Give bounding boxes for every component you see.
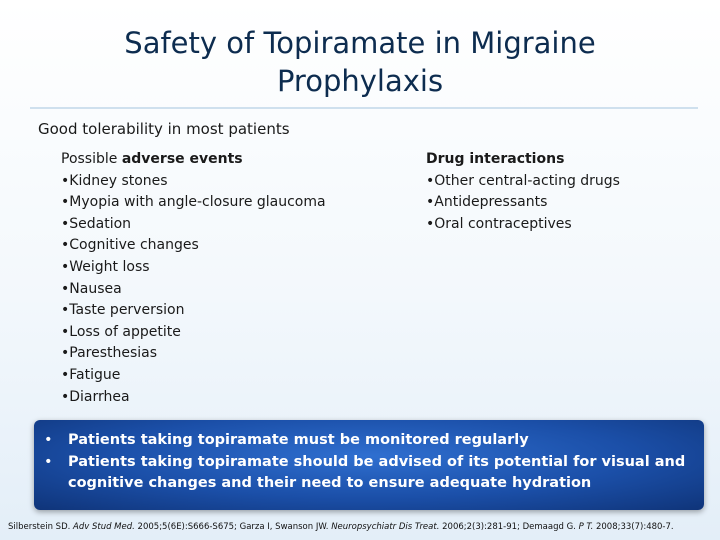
drug-interactions-list xyxy=(426,171,620,236)
adverse-event-item xyxy=(61,279,326,301)
ref-1-author: Silberstein SD. xyxy=(8,522,74,532)
adverse-event-item xyxy=(61,192,326,214)
ref-2-journal: Neuropsychiatr Dis Treat. xyxy=(331,522,440,532)
adverse-event-item-text: Nausea xyxy=(69,280,122,297)
drug-interaction-item-text: Oral contraceptives xyxy=(434,215,572,232)
key-point-item xyxy=(44,430,696,452)
bullet-glyph: • xyxy=(426,172,435,189)
adverse-events-heading-bold: adverse events xyxy=(121,151,243,167)
adverse-event-item xyxy=(61,365,326,387)
adverse-event-item xyxy=(61,387,326,409)
drug-interaction-item-text: Other central-acting drugs xyxy=(434,172,620,189)
bullet-glyph: • xyxy=(61,215,70,232)
subtitle: Good tolerability in most patients xyxy=(38,120,290,138)
bullet-glyph: • xyxy=(44,453,53,470)
ref-2-rest: 2006;2(3):281-91; Demaagd G. xyxy=(439,522,579,532)
key-point-text: Patients taking topiramate must be monitored regularly xyxy=(68,432,529,448)
adverse-event-item-text: Myopia with angle-closure glaucoma xyxy=(69,194,326,211)
adverse-event-item-text: Taste perversion xyxy=(69,302,185,319)
title-divider xyxy=(30,107,698,109)
adverse-event-item-text: Cognitive changes xyxy=(69,237,199,254)
adverse-event-item-text: Fatigue xyxy=(69,366,121,383)
slide-title-line-1: Safety of Topiramate in Migraine xyxy=(124,26,596,60)
drug-interaction-item xyxy=(426,171,620,193)
slide-title-line-2: Prophylaxis xyxy=(276,64,444,98)
bullet-glyph: • xyxy=(61,323,70,340)
adverse-events-column xyxy=(61,149,326,408)
adverse-event-item xyxy=(61,343,326,365)
bullet-glyph: • xyxy=(426,215,435,232)
drug-interaction-item xyxy=(426,192,620,214)
drug-interaction-item xyxy=(426,214,620,236)
adverse-event-item xyxy=(61,214,326,236)
bullet-glyph: • xyxy=(44,432,53,448)
adverse-event-item-text: Kidney stones xyxy=(69,172,168,189)
ref-3-journal: P T. xyxy=(578,522,594,532)
bullet-glyph: • xyxy=(61,237,70,254)
adverse-events-list xyxy=(61,171,326,409)
adverse-event-item xyxy=(61,322,326,344)
adverse-event-item xyxy=(61,257,326,279)
ref-3-rest: 2008;33(7):480-7. xyxy=(593,522,674,532)
bullet-glyph: • xyxy=(426,194,435,211)
adverse-event-item-text: Weight loss xyxy=(69,258,150,275)
bullet-glyph: • xyxy=(61,194,70,211)
adverse-events-heading-prefix: Possible xyxy=(61,151,122,167)
adverse-event-item-text: Loss of appetite xyxy=(69,323,181,340)
key-points-list xyxy=(34,420,704,495)
bullet-glyph: • xyxy=(61,258,70,275)
key-point-item xyxy=(44,452,696,495)
ref-1-rest: 2005;5(6E):S666-S675; Garza I, Swanson JW. xyxy=(134,522,332,532)
bullet-glyph: • xyxy=(61,302,70,319)
key-point-text: Patients taking topiramate should be advised of its potential for visual and cognitive changes and their need to ensure adequate hydration xyxy=(68,453,686,491)
adverse-event-item-text: Sedation xyxy=(69,215,132,232)
references xyxy=(8,522,674,532)
drug-interactions-heading xyxy=(426,149,620,171)
adverse-events-heading xyxy=(61,149,326,171)
adverse-event-item xyxy=(61,300,326,322)
slide-title xyxy=(0,24,720,100)
drug-interaction-item-text: Antidepressants xyxy=(434,194,548,211)
key-points-callout xyxy=(34,420,704,510)
drug-interactions-heading-text: Drug interactions xyxy=(426,151,565,167)
bullet-glyph: • xyxy=(61,172,70,189)
adverse-event-item xyxy=(61,171,326,193)
adverse-event-item-text: Diarrhea xyxy=(69,388,130,405)
adverse-event-item-text: Paresthesias xyxy=(69,345,158,362)
bullet-glyph: • xyxy=(61,388,70,405)
bullet-glyph: • xyxy=(61,345,70,362)
bullet-glyph: • xyxy=(61,366,70,383)
adverse-event-item xyxy=(61,235,326,257)
bullet-glyph: • xyxy=(61,280,70,297)
drug-interactions-column xyxy=(426,149,620,235)
ref-1-journal: Adv Stud Med. xyxy=(73,522,135,532)
